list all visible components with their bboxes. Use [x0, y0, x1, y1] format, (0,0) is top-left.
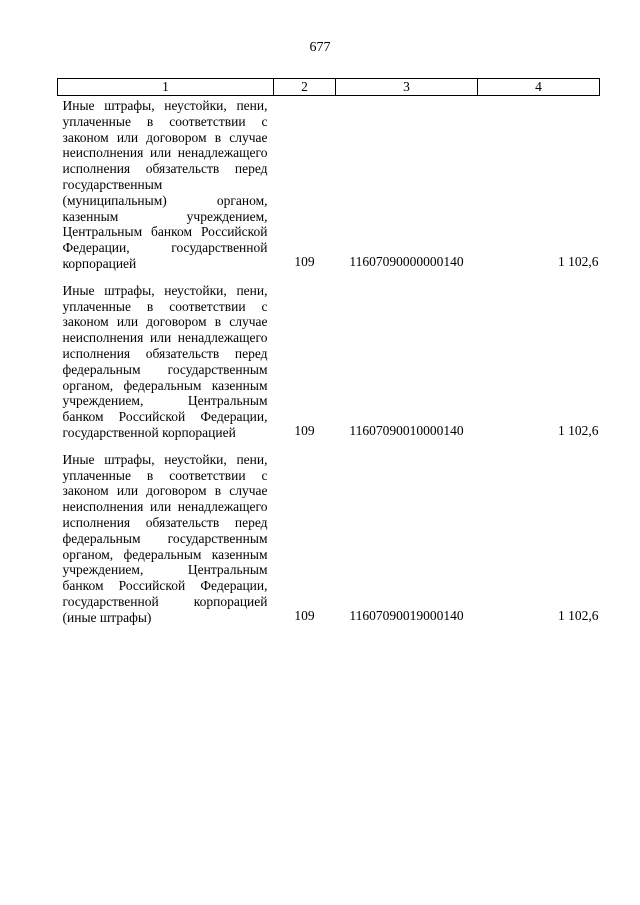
row-description: Иные штрафы, неустойки, пени, уплаченные в соответствии с законом или договором в случае неисполнения или ненадлежащего исполнения обязательств перед государственным (муниципальным) органом, казенным учреждением, Центральным банком Российской Федерации, государственной корпорацией — [62, 98, 268, 271]
row-kbk-code: 11607090000000140 — [349, 253, 464, 269]
column-header-1: 1 — [58, 79, 274, 96]
table-row — [58, 96, 600, 274]
row-kbk-code: 11607090010000140 — [349, 422, 464, 438]
column-header-3: 3 — [336, 79, 478, 96]
row-description: Иные штрафы, неустойки, пени, уплаченные в соответствии с законом или договором в случае неисполнения или ненадлежащего исполнения обязательств перед федеральным государственным органом, федеральным казенным учреждением, Центральным банком Российской Федерации, государственной корпорацией — [62, 282, 268, 440]
budget-table — [57, 78, 600, 628]
row-admin-code: 109 — [294, 422, 315, 438]
row-amount: 1 102,6 — [558, 422, 599, 438]
column-header-4: 4 — [478, 79, 600, 96]
page-number: 677 — [309, 40, 331, 55]
table-header — [58, 79, 600, 96]
row-description: Иные штрафы, неустойки, пени, уплаченные в соответствии с законом или договором в случае неисполнения или ненадлежащего исполнения обязательств перед федеральным государственным органом, федеральным казенным учреждением, Центральным банком Российской Федерации, государственной корпорацией (иные штрафы) — [62, 451, 268, 625]
row-amount: 1 102,6 — [558, 253, 599, 269]
row-kbk-code: 11607090019000140 — [349, 607, 464, 623]
table-body — [58, 96, 600, 628]
row-admin-code: 109 — [294, 253, 315, 269]
column-header-2: 2 — [274, 79, 336, 96]
row-amount: 1 102,6 — [558, 607, 599, 623]
row-admin-code: 109 — [294, 607, 315, 623]
header-row — [58, 79, 600, 96]
table-row — [58, 274, 600, 443]
table-row — [58, 443, 600, 628]
